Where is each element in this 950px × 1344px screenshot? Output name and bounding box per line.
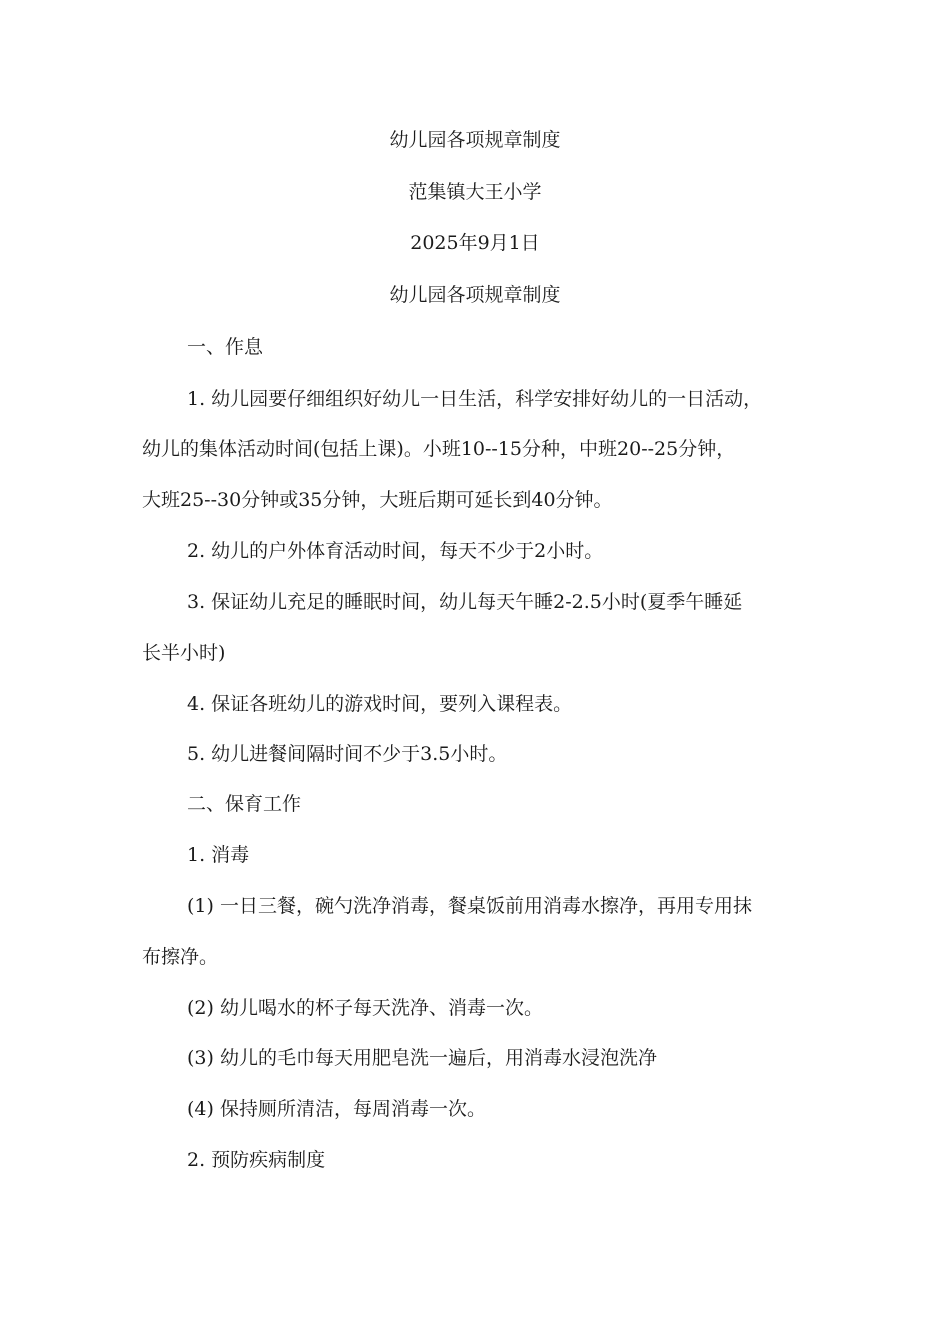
paragraph-line: 长半小时) xyxy=(142,642,226,664)
paragraph-line: 布擦净。 xyxy=(142,946,219,968)
paragraph-line: 大班25--30分钟或35分钟，大班后期可延长到40分钟。 xyxy=(142,489,613,511)
paragraph-line: 3. 保证幼儿充足的睡眠时间，幼儿每天午睡2-2.5小时(夏季午睡延 xyxy=(187,591,743,613)
paragraph-line: 幼儿的集体活动时间(包括上课)。小班10--15分种，中班20--25分钟， xyxy=(142,438,736,460)
paragraph-line: (2) 幼儿喝水的杯子每天洗净、消毒一次。 xyxy=(187,997,543,1019)
document-title: 幼儿园各项规章制度 xyxy=(389,129,561,151)
paragraph-line: 5. 幼儿进餐间隔时间不少于3.5小时。 xyxy=(187,743,508,765)
paragraph-line: 1. 幼儿园要仔细组织好幼儿一日生活，科学安排好幼儿的一日活动， xyxy=(187,388,763,410)
subheading-disinfection: 1. 消毒 xyxy=(187,844,250,866)
paragraph-line: (3) 幼儿的毛巾每天用肥皂洗一遍后，用消毒水浸泡洗净 xyxy=(187,1047,657,1069)
document-date: 2025年9月1日 xyxy=(410,232,540,254)
school-name: 范集镇大王小学 xyxy=(408,181,542,203)
subheading-disease-prevention: 2. 预防疾病制度 xyxy=(187,1149,326,1171)
section-heading-care: 二、保育工作 xyxy=(187,793,302,815)
section-heading-schedule: 一、作息 xyxy=(187,336,264,358)
paragraph-line: 2. 幼儿的户外体育活动时间，每天不少于2小时。 xyxy=(187,540,604,562)
paragraph-line: 4. 保证各班幼儿的游戏时间，要列入课程表。 xyxy=(187,693,573,715)
document-subtitle: 幼儿园各项规章制度 xyxy=(389,284,561,306)
paragraph-line: (1) 一日三餐，碗勺洗净消毒，餐桌饭前用消毒水擦净，再用专用抹 xyxy=(187,895,752,917)
paragraph-line: (4) 保持厕所清洁，每周消毒一次。 xyxy=(187,1098,486,1120)
